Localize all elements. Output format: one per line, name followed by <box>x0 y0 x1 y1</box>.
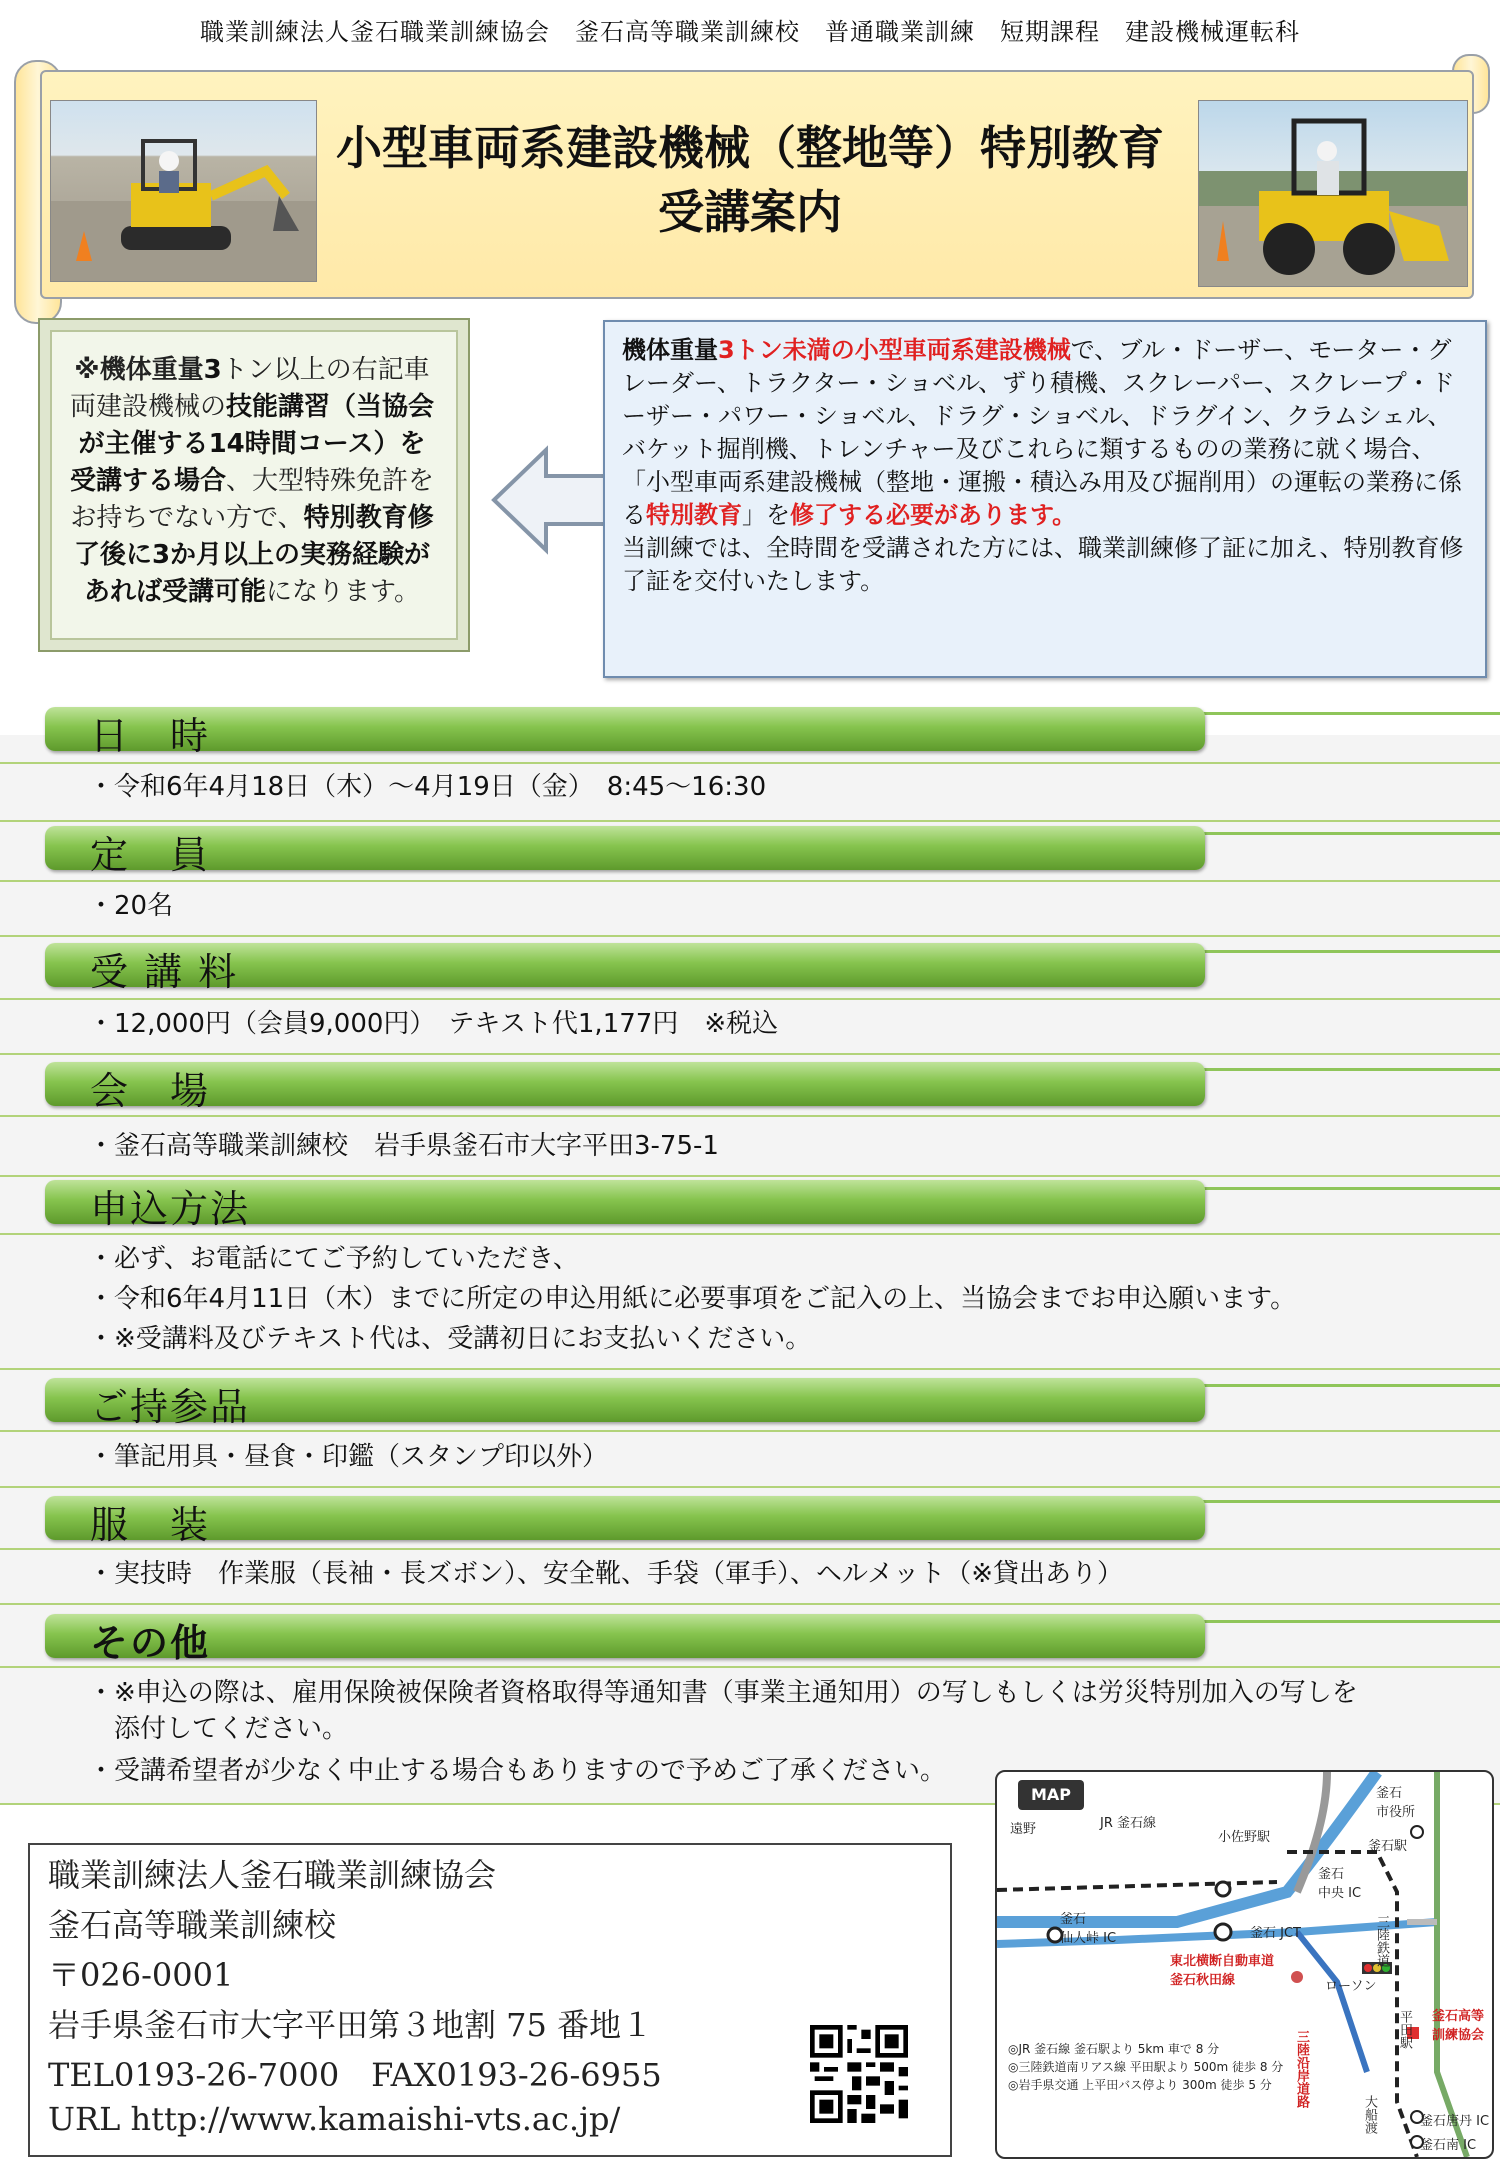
divider <box>0 1603 1500 1605</box>
map-label-central-ic: 釜石 中央 IC <box>1318 1867 1362 1901</box>
section-title-venue: 会 場 <box>90 1069 211 1113</box>
apply-item: ・必ず、お電話にてご予約していただき、 <box>88 1244 579 1274</box>
map-label-jr-line: JR 釜石線 <box>1100 1816 1156 1831</box>
info-highlight: 修了する必要があります。 <box>790 501 1077 529</box>
divider <box>0 998 1500 1000</box>
contact-school: 釜石高等職業訓練校 <box>48 1906 337 1944</box>
divider <box>0 762 1500 764</box>
note-part: 時間コース）を受講する場合 <box>69 429 426 496</box>
decor-line <box>1190 1068 1500 1071</box>
divider <box>0 1548 1500 1550</box>
note-part: 3 <box>151 540 171 570</box>
map-access-note: ◎三陸鉄道南リアス線 平田駅より 500m 徒歩 8 分 <box>1008 2060 1284 2074</box>
decor-line <box>1190 832 1500 835</box>
info-highlight: 特別教育 <box>646 501 742 529</box>
contact-postal: 〒026-0001 <box>48 1956 234 1994</box>
info-part: 機体重量 <box>622 336 718 364</box>
map-access-note: ◎岩手県交通 上平田バス停より 300m 徒歩 5 分 <box>1008 2078 1272 2092</box>
decor-line <box>1190 1187 1500 1190</box>
note-part: 技能講習（当協会が主催する <box>78 392 435 459</box>
divider <box>0 1053 1500 1055</box>
section-header-venue <box>45 1062 1205 1106</box>
prerequisite-note-text <box>68 352 436 611</box>
schedule-item: ・令和6年4月18日（木）～4月19日（金） 8:45～16:30 <box>88 772 767 802</box>
note-part: 3 <box>203 355 222 385</box>
map-label-expressway: 東北横断自動車道 釜石秋田線 <box>1170 1954 1275 1988</box>
contact-address: 岩手県釜石市大字平田第３地割 75 番地１ <box>48 2006 654 2044</box>
section-header-attire <box>45 1496 1205 1540</box>
map-label-kosano: 小佐野駅 <box>1218 1830 1271 1845</box>
map-label-city-hall: 釜石 市役所 <box>1376 1786 1416 1820</box>
note-part: トン以上の右記車両建設機械の <box>69 355 430 422</box>
note-part: 特別教育修了後に <box>73 503 434 570</box>
map-label-jct: 釜石 JCT <box>1250 1926 1301 1941</box>
org-program-line: 職業訓練法人釜石職業訓練協会 釜石高等職業訓練校 普通職業訓練 短期課程 建設機械運転科 <box>200 18 1300 46</box>
note-part: か月以上の実務経験があれば受講可能 <box>84 540 431 607</box>
info-highlight: 3トン未満の小型車両系建設機械 <box>718 336 1071 364</box>
decor-line <box>1190 1620 1500 1623</box>
apply-item: ・令和6年4月11日（木）までに所定の申込用紙に必要事項をご記入の上、当協会までお申込願います。 <box>88 1284 1297 1314</box>
divider <box>0 820 1500 822</box>
note-part: 、大型特殊免許をお持ちでない方で、 <box>70 466 435 533</box>
course-info-text <box>622 334 1467 598</box>
map-label-minami-ic: 釜石南 IC <box>1420 2138 1477 2153</box>
decor-line <box>1190 1500 1500 1503</box>
note-part: 14 <box>208 429 245 459</box>
decor-line <box>1190 712 1500 715</box>
page-title: 小型車両系建設機械（整地等）特別教育 <box>336 121 1164 175</box>
section-title-other: その他 <box>90 1621 211 1665</box>
map-label-sennin-ic: 釜石 仙人峠 IC <box>1060 1912 1117 1946</box>
attire-item: ・実技時 作業服（長袖・長ズボン）、安全靴、手袋（軍手）、ヘルメット（※貸出あり） <box>88 1559 1124 1589</box>
page-subtitle: 受講案内 <box>658 185 842 239</box>
map-label-sanriku-expressway: 三陸沿岸道路 <box>1294 2030 1309 2108</box>
contact-phone-fax: TEL0193-26-7000 FAX0193-26-6955 <box>48 2056 662 2094</box>
divider <box>0 1666 1500 1668</box>
divider <box>0 880 1500 882</box>
qr-code-icon[interactable] <box>810 2025 908 2123</box>
map-label-heita-station: 平田駅 <box>1397 2010 1412 2049</box>
divider <box>0 1368 1500 1370</box>
divider <box>0 1430 1500 1432</box>
map-label-sanriku-rail: 三陸鉄道 <box>1374 1915 1389 1967</box>
map-badge: MAP <box>1018 1780 1084 1810</box>
section-header-other <box>45 1614 1205 1658</box>
section-title-bring: ご持参品 <box>90 1385 251 1429</box>
section-header-schedule <box>45 707 1205 751</box>
divider <box>0 1175 1500 1177</box>
other-item: ・※申込の際は、雇用保険被保険者資格取得等通知書（事業主通知用）の写しもしくは労災特別加入の写しを <box>88 1678 1358 1708</box>
bring-item: ・筆記用具・昼食・印鑑（スタンプ印以外） <box>88 1442 609 1472</box>
info-part: で、ブル・ドーザー、モーター・グレーダー、トラクター・ショベル、ずり積機、スクレーパー、スクレープ・ドーザー・パワー・ショベル、ドラグ・ショベル、ドラグイン、クラムシェル、バケット掘削機、トレンチャー及びこれらに類するものの業務に就く場合、「小型車両系建設機械（整地・運搬・積込み用及び掘削用）の運転の業務に係る <box>622 336 1462 529</box>
map-label-tono: 遠野 <box>1010 1822 1037 1837</box>
note-part: になります。 <box>266 577 420 607</box>
capacity-item: ・20名 <box>88 891 174 921</box>
decor-line <box>1190 950 1500 953</box>
info-part: 」を <box>742 501 790 529</box>
divider <box>0 935 1500 937</box>
divider <box>0 1115 1500 1117</box>
map-label-karakuwa-ic: 釜石唐丹 IC <box>1420 2114 1490 2129</box>
section-title-capacity: 定 員 <box>90 833 211 877</box>
map-label-school: 釜石高等 訓練協会 <box>1432 2009 1485 2043</box>
info-part: 当訓練では、全時間を受講された方には、職業訓練修了証に加え、特別教育修了証を交付いたします。 <box>622 534 1464 595</box>
map-label-kamaishi-station: 釜石駅 <box>1368 1839 1408 1854</box>
arrow-left-icon <box>490 440 610 560</box>
section-title-apply: 申込方法 <box>90 1187 251 1231</box>
fee-item: ・12,000円（会員9,000円） テキスト代1,177円 ※税込 <box>88 1009 779 1039</box>
other-item: ・受講希望者が少なく中止する場合もありますので予めご了承ください。 <box>88 1756 947 1786</box>
other-item: 添付してください。 <box>88 1714 349 1744</box>
contact-org: 職業訓練法人釜石職業訓練協会 <box>48 1856 497 1894</box>
section-title-schedule: 日 時 <box>90 714 211 758</box>
map-access-note: ◎JR 釜石線 釜石駅より 5km 車で 8 分 <box>1008 2042 1220 2056</box>
apply-item: ・※受講料及びテキスト代は、受講初日にお支払いください。 <box>88 1324 812 1354</box>
section-title-attire: 服 装 <box>90 1503 211 1547</box>
decor-line <box>1190 1384 1500 1387</box>
divider <box>0 1486 1500 1488</box>
note-part: ※機体重量 <box>74 355 204 385</box>
divider <box>0 1233 1500 1235</box>
map-label-ofunato: 大船渡 <box>1362 2095 1377 2134</box>
section-title-fee: 受 講 料 <box>90 950 239 994</box>
map-label-lawson: ローソン <box>1325 1979 1377 1994</box>
section-header-capacity <box>45 826 1205 870</box>
contact-url[interactable]: URL http://www.kamaishi-vts.ac.jp/ <box>48 2100 621 2138</box>
venue-item: ・釜石高等職業訓練校 岩手県釜石市大字平田3-75-1 <box>88 1131 719 1161</box>
